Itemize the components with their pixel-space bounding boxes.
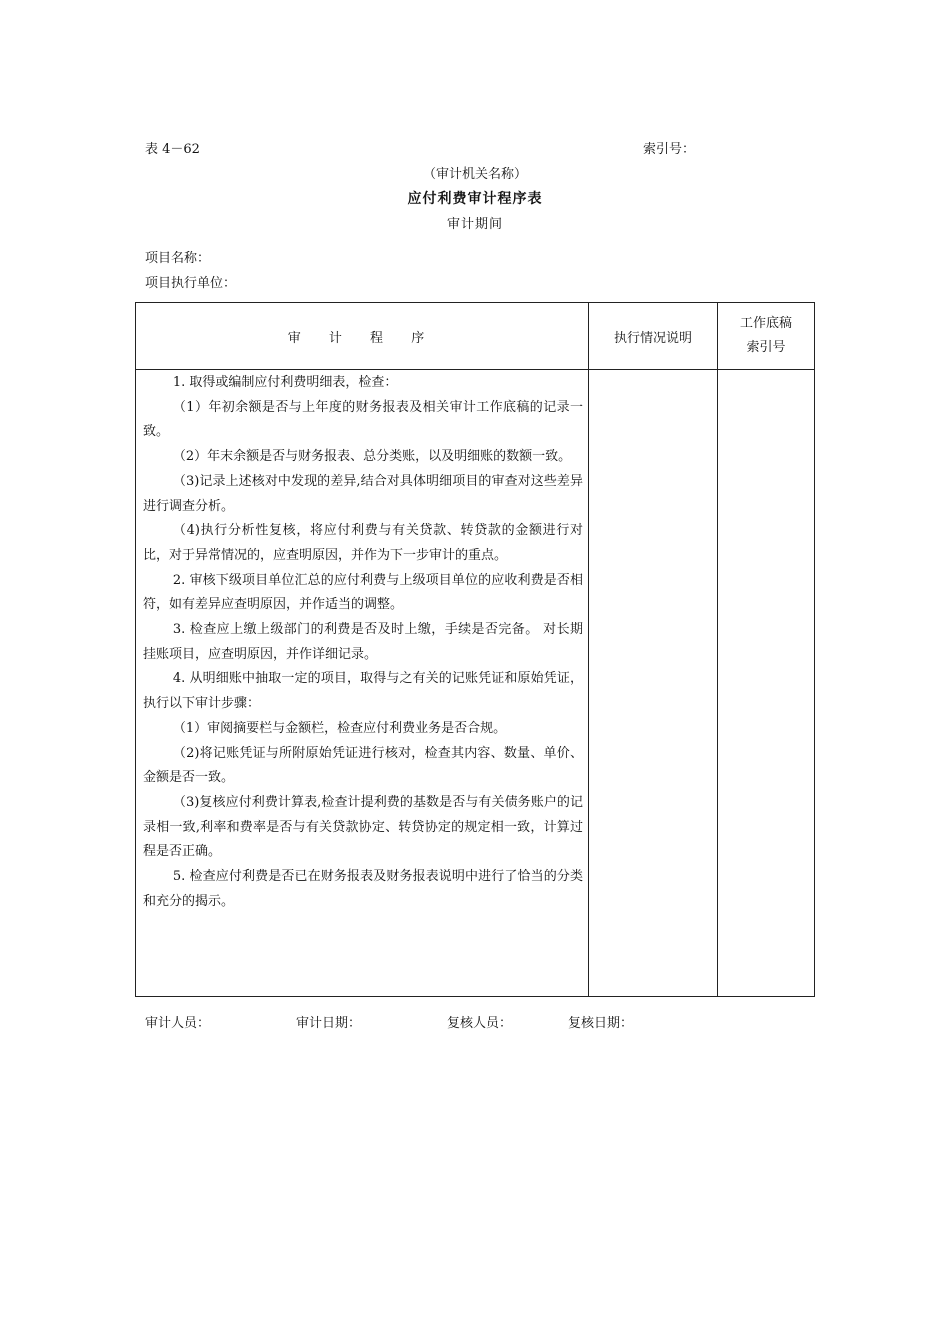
review-date-label: 复核日期： — [568, 1016, 634, 1031]
procedure-substep: （3)记录上述核对中发现的差异,结合对具体明细项目的审查对这些差异进行调查分析。 — [143, 473, 583, 514]
procedure-substep: （2）年末余额是否与财务报表、总分类账，以及明细账的数额一致。 — [172, 449, 572, 465]
audit-date-label: 审计日期： — [296, 1016, 362, 1031]
column-header-execution: 执行情况说明 — [613, 330, 692, 346]
procedure-substep: （1）审阅摘要栏与金额栏，检查应付利费业务是否合规。 — [172, 720, 507, 736]
procedure-step: 4. 从明细账中抽取一定的项目，取得与之有关的记账凭证和原始凭证，执行以下审计步骤： — [143, 671, 583, 712]
procedure-step: 3. 检查应上缴上级部门的利费是否及时上缴，手续是否完备。 对长期挂账项目，应查明原因，并作详细记录。 — [143, 622, 583, 662]
project-name-label: 项目名称： — [145, 251, 211, 266]
signature-footer — [0, 1012, 950, 1032]
header-divider — [135, 369, 815, 370]
column-divider — [717, 302, 718, 997]
procedure-substep: （4)执行分析性复核，将应付利费与有关贷款、转贷款的金额进行对比，对于异常情况的，应查明原因，并作为下一步审计的重点。 — [143, 523, 583, 563]
reviewer-label: 复核人员： — [447, 1016, 513, 1031]
auditor-label: 审计人员： — [145, 1016, 211, 1031]
column-header-ref-line1: 工作底稿 — [739, 316, 792, 331]
audit-period: 审计期间 — [446, 217, 503, 232]
column-header-ref-line2: 索引号 — [746, 340, 786, 355]
column-header-workpaper-ref — [718, 303, 814, 369]
procedure-text — [143, 371, 583, 914]
column-divider — [588, 302, 589, 997]
procedure-substep: （3)复核应付利费计算表,检查计提利费的基数是否与有关债务账户的记录相一致,利率和费率是否与有关贷款协定、转贷协定的规定相一致，计算过程是否正确。 — [143, 794, 583, 860]
procedure-substep: （2)将记账凭证与所附原始凭证进行核对，检查其内容、数量、单价、金额是否一致。 — [143, 745, 583, 786]
index-number-label: 索引号： — [643, 142, 696, 157]
column-header-procedure: 审 计 程 序 — [287, 330, 437, 346]
document-title: 应付利费审计程序表 — [407, 191, 543, 207]
procedure-step: 5. 检查应付利费是否已在财务报表及财务报表说明中进行了恰当的分类和充分的揭示。 — [143, 869, 583, 909]
project-unit-label: 项目执行单位： — [145, 276, 237, 291]
table-number: 表 4－62 — [145, 142, 200, 157]
audit-org-name: （审计机关名称） — [422, 167, 527, 182]
procedure-step: 1. 取得或编制应付利费明细表，检查： — [172, 375, 398, 390]
procedure-step: 2. 审核下级项目单位汇总的应付利费与上级项目单位的应收利费是否相符，如有差异应查明原因，并作适当的调整。 — [143, 572, 583, 613]
procedure-substep: （1）年初余额是否与上年度的财务报表及相关审计工作底稿的记录一致。 — [143, 399, 583, 440]
